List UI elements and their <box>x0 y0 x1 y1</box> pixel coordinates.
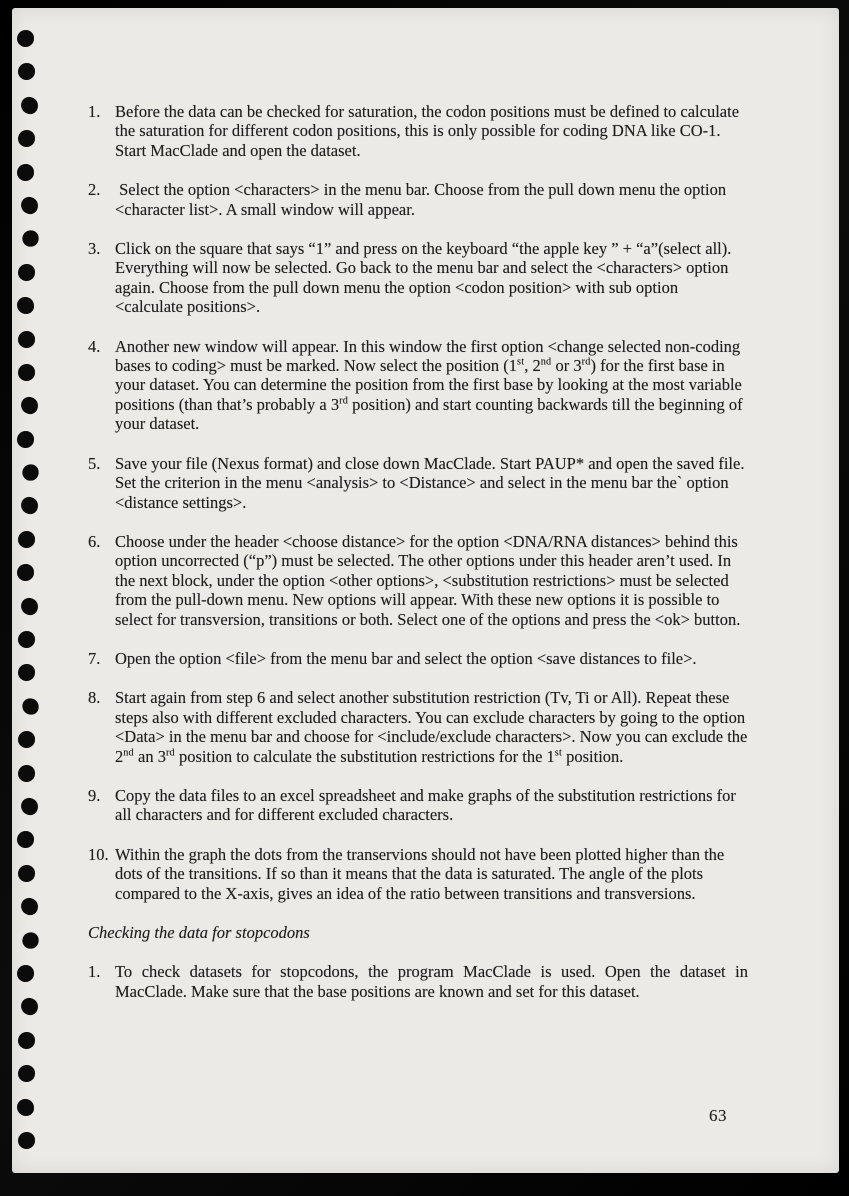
list-item-text: To check datasets for stopcodons, the program MacClade is used. Open the dataset in MacClade. Make sure that the base positions are known and set for this dataset. <box>115 962 748 1001</box>
list-item-text: Save your file (Nexus format) and close down MacClade. Start PAUP* and open the saved file. Set the criterion in the menu <analysis> to <Distance> and select in the menu bar the` option <distance settings>. <box>115 453 745 512</box>
binding-hole <box>20 897 40 917</box>
binding-hole <box>18 364 35 381</box>
list-item-number: 1. <box>88 962 101 982</box>
list-item <box>88 845 748 903</box>
binding-hole <box>20 496 40 516</box>
list-item-number: 2. <box>88 180 101 200</box>
binding-hole <box>22 464 38 480</box>
list-item-text: Within the graph the dots from the transervions should not have been plotted higher than the dots of the transitions. If so than it means that the data is saturated. The angle of the plots compared to the X-axis, gives an idea of the ratio between transitions and transversions. <box>115 844 725 903</box>
list-item-number: 6. <box>88 531 101 551</box>
binding-hole <box>18 631 35 648</box>
list-item <box>88 239 748 317</box>
section-heading: Checking the data for stopcodons <box>88 923 310 942</box>
list-item <box>88 532 748 629</box>
list-item-number: 9. <box>88 785 101 805</box>
binding-hole <box>20 997 40 1017</box>
document-page <box>12 8 839 1173</box>
list-item <box>88 688 748 766</box>
list-item <box>88 102 748 160</box>
binding-hole <box>17 564 34 581</box>
list-item-text: Choose under the header <choose distance> for the option <DNA/RNA distances> behind this option uncorrected (“p”) must be selected. The other options under this header aren’t used. In the next block, under the option <other options>, <substitution restrictions> must be selected from the pull-down menu. New options will appear. With these new options it is possible to select for transversion, transitions or both. Select one of the options and press the <ok> button. <box>115 531 741 629</box>
list-item-number: 4. <box>88 336 101 356</box>
list-item-number: 5. <box>88 453 101 473</box>
binding-hole <box>18 731 35 748</box>
list-item <box>88 454 748 512</box>
list-item-number: 8. <box>88 688 101 708</box>
binding-hole <box>18 531 35 548</box>
binding-hole <box>18 1032 35 1049</box>
binding-hole <box>17 164 34 181</box>
binding-hole <box>17 965 34 982</box>
binding-hole <box>17 30 34 47</box>
binding-hole <box>20 95 40 115</box>
binding-hole <box>20 196 40 216</box>
binding-hole <box>18 1132 35 1149</box>
binding-hole <box>18 264 35 281</box>
binding-hole <box>20 596 40 616</box>
list-item-text: Copy the data files to an excel spreadsheet and make graphs of the substitution restrictions for all characters and for different excluded characters. <box>115 785 736 825</box>
binding-hole <box>17 431 34 448</box>
list-item <box>88 337 748 434</box>
list-item-text: Before the data can be checked for saturation, the codon positions must be defined to calculate the saturation for different codon positions, this is only possible for coding DNA like CO-1. Start MacClade and open the dataset. <box>115 102 740 160</box>
binding-hole <box>22 698 38 714</box>
list-item-text: Open the option <file> from the menu bar and select the option <save distances to file>. <box>115 648 697 668</box>
list-item-text: Select the option <characters> in the menu bar. Choose from the pull down menu the option <character list>. A small window will appear. <box>115 180 727 219</box>
binding-hole <box>17 297 34 314</box>
binding-hole <box>18 865 35 882</box>
binding-hole <box>22 932 38 948</box>
list-item-number: 3. <box>88 239 101 259</box>
binding-hole <box>22 231 38 247</box>
list-item <box>88 962 748 1001</box>
list-item-text: Start again from step 6 and select another substitution restriction (Tv, Ti or All). Repeat these steps also with different excluded characters. You can exclude characters by going to the option <Data> in the menu bar and choose for <include/exclude characters>. Now you can exclude the 2nd an 3rd position to calculate the substitution restrictions for the 1st position. <box>115 688 748 766</box>
binding-hole <box>17 831 34 848</box>
binding-hole <box>18 331 35 348</box>
binding-hole <box>18 1065 35 1082</box>
binding-hole <box>17 1099 34 1116</box>
binding-hole <box>20 797 40 817</box>
list-item-number: 1. <box>88 102 101 121</box>
binding-hole <box>18 130 35 147</box>
binding-hole <box>18 664 35 681</box>
binding-holes <box>18 30 42 1165</box>
list-item <box>88 786 748 825</box>
binding-hole <box>18 63 35 80</box>
list-item-number: 7. <box>88 648 101 668</box>
page-content <box>88 102 748 1021</box>
list-item <box>88 649 748 668</box>
binding-hole <box>20 396 40 416</box>
list-item-text: Click on the square that says “1” and press on the keyboard “the apple key ” + “a”(select all). Everything will now be selected. Go back to the menu bar and select the <characters> option again. Choose from the pull down menu the option <codon position> with sub option <calculate positions>. <box>115 239 732 317</box>
binding-hole <box>18 765 35 782</box>
page-number: 63 <box>709 1106 727 1125</box>
list-item-text: Another new window will appear. In this window the first option <change selected non-coding bases to coding> must be marked. Now select the position (1st, 2nd or 3rd) for the first base in your dataset. You can determine the position from the first base by looking at the most variable positions (than that’s probably a 3rd position) and start counting backwards till the beginning of your dataset. <box>115 336 743 434</box>
list-item-number: 10. <box>88 844 109 864</box>
list-item <box>88 180 748 219</box>
